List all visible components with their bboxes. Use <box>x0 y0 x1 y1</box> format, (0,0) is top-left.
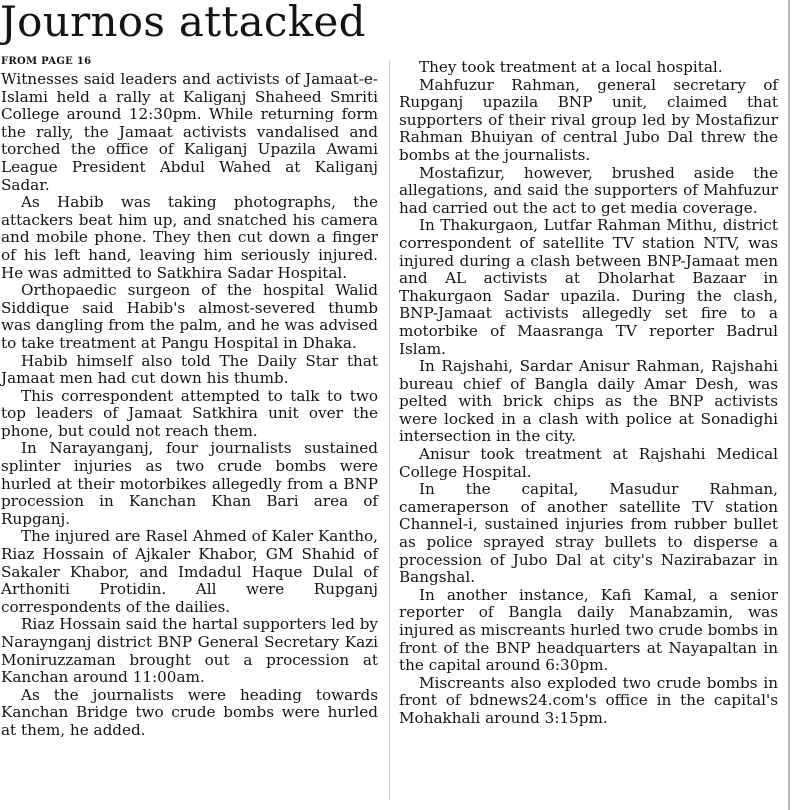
paragraph: Mostafizur, however, brushed aside the allegations, and said the supporters of Mahfuzur had carried out the act to get media coverage. <box>399 163 778 217</box>
paragraph: Miscreants also exploded two crude bombs in front of bdnews24.com's office in the capital's Mohakhali around 3:15pm. <box>399 673 778 727</box>
headline: Journos attacked <box>0 0 366 46</box>
jump-line: FROM PAGE 16 <box>1 56 92 67</box>
paragraph: Witnesses said leaders and activists of Jamaat-e-Islami held a rally at Kaliganj Shaheed Smriti College around 12:30pm. While returning form the rally, the Jamaat activists vandalised and torched the office of Kaliganj Upazila Awami League President Abdul Wahed at Kaliganj Sadar. <box>1 70 378 194</box>
paragraph: Anisur took treatment at Rajshahi Medical College Hospital. <box>399 445 778 481</box>
paragraph: In Narayanganj, four journalists sustained splinter injuries as two crude bombs were hurled at their motorbikes allegedly from a BNP procession in Kanchan Khan Bari area of Rupganj. <box>1 439 378 528</box>
paragraph: This correspondent attempted to talk to two top leaders of Jamaat Satkhira unit over the phone, but could not reach them. <box>1 386 378 440</box>
paragraph: As the journalists were heading towards Kanchan Bridge two crude bombs were hurled at them, he added. <box>1 685 378 739</box>
paragraph: Habib himself also told The Daily Star that Jamaat men had cut down his thumb. <box>1 351 378 388</box>
paragraph: As Habib was taking photographs, the attackers beat him up, and snatched his camera and mobile phone. They then cut down a finger of his left hand, leaving him seriously injured. He was admitted to Satkhira Sadar Hospital. <box>1 193 378 282</box>
paragraph: In the capital, Masudur Rahman, cameraperson of another satellite TV station Channel-i, sustained injuries from rubber bullet as police sprayed stray bullets to disperse a procession of Jubo Dal at city's Nazirabazar in Bangshal. <box>399 480 778 587</box>
paragraph: The injured are Rasel Ahmed of Kaler Kantho, Riaz Hossain of Ajkaler Khabor, GM Shahid of Sakaler Khabor, and Imdadul Haque Dulal of Arthoniti Protidin. All were Rupganj correspondents of the dailies. <box>1 527 378 616</box>
paragraph: Mahfuzur Rahman, general secretary of Rupganj upazila BNP unit, claimed that supporters of their rival group led by Mostafizur Rahman Bhuiyan of central Jubo Dal threw the bombs at the journalists. <box>399 75 778 164</box>
paragraph: In another instance, Kafi Kamal, a senior reporter of Bangla daily Manabzamin, was injured as miscreants hurled two crude bombs in front of the BNP headquarters at Nayapaltan in the capital around 6:30pm. <box>399 585 778 675</box>
column-divider <box>389 60 390 800</box>
paragraph: Riaz Hossain said the hartal supporters led by Naraynganj district BNP General Secretary Kazi Moniruzzaman brought out a procession at Kanchan around 11:00am. <box>1 615 378 687</box>
page-edge <box>788 0 790 810</box>
paragraph: Orthopaedic surgeon of the hospital Walid Siddique said Habib's almost-severed thumb was dangling from the palm, and he was advised to take treatment at Pangu Hospital in Dhaka. <box>1 281 378 352</box>
paragraph: In Thakurgaon, Lutfar Rahman Mithu, district correspondent of satellite TV station NTV, was injured during a clash between BNP-Jamaat men and AL activists at Dholarhat Bazaar in Thakurgaon Sadar upazila. During the clash, BNP-Jamaat activists allegedly set fire to a motorbike of Maasranga TV reporter Badrul Islam. <box>399 216 778 358</box>
right-column <box>399 59 778 728</box>
paragraph: In Rajshahi, Sardar Anisur Rahman, Rajshahi bureau chief of Bangla daily Amar Desh, was pelted with brick chips as the BNP activists were locked in a clash with police at Sonadighi intersection in the city. <box>399 357 778 446</box>
left-column <box>1 71 378 740</box>
paragraph: They took treatment at a local hospital. <box>419 58 723 76</box>
